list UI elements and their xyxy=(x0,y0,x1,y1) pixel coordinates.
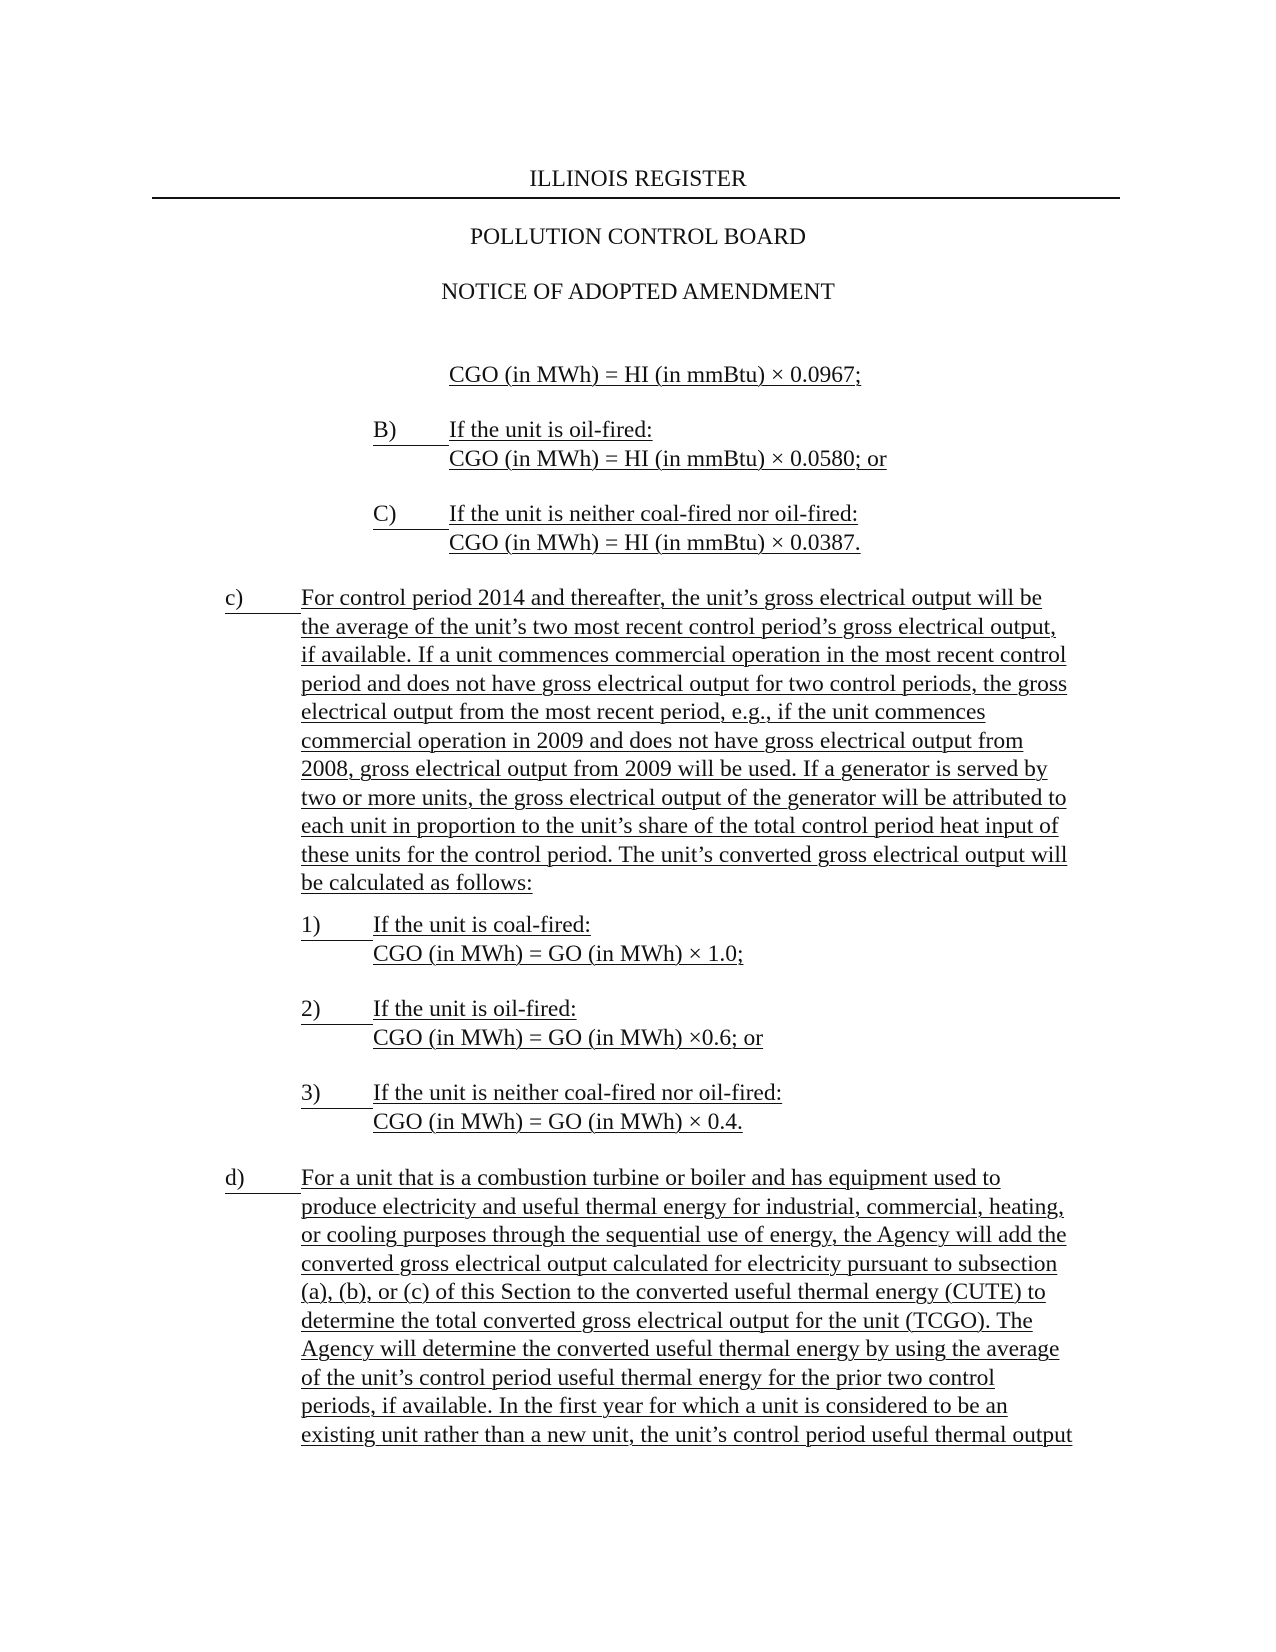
section-c-line: 2008, gross electrical output from 2009 will be used. If a generator is served by xyxy=(301,756,1048,782)
register-title: ILLINOIS REGISTER xyxy=(529,166,747,192)
section-d-line: converted gross electrical output calculated for electricity pursuant to subsection xyxy=(301,1250,1058,1277)
section-c-line: two or more units, the gross electrical output of the generator will be attributed to xyxy=(301,784,1067,811)
item-2-condition: If the unit is oil-fired: xyxy=(373,996,577,1022)
notice-title: NOTICE OF ADOPTED AMENDMENT xyxy=(441,279,835,305)
section-c-line: For control period 2014 and thereafter, the unit’s gross electrical output will be xyxy=(301,585,1043,611)
item-1-label: 1) xyxy=(301,911,373,941)
item-2-label: 2) xyxy=(301,995,373,1025)
section-d-line: For a unit that is a combustion turbine or boiler and has equipment used to xyxy=(301,1165,1001,1191)
section-c-line: electrical output from the most recent period, e.g., if the unit commences xyxy=(301,699,986,725)
section-d-line: determine the total converted gross electrical output for the unit (TCGO). The xyxy=(301,1307,1033,1334)
section-c-line: the average of the unit’s two most recent control period’s gross electrical output, xyxy=(301,613,1057,640)
section-c-line: period and does not have gross electrical output for two control periods, the gross xyxy=(301,670,1068,697)
item-3-condition: If the unit is neither coal-fired nor oil-fired: xyxy=(373,1080,783,1106)
item-c-condition: If the unit is neither coal-fired nor oil-fired: xyxy=(449,501,859,527)
item-1-condition: If the unit is coal-fired: xyxy=(373,912,591,938)
section-d-label: d) xyxy=(225,1164,301,1194)
item-c-label: C) xyxy=(373,500,449,530)
section-c-line: if available. If a unit commences commercial operation in the most recent control xyxy=(301,642,1067,668)
section-d-line: periods, if available. In the first year for which a unit is considered to be an xyxy=(301,1393,1008,1419)
item-2-formula: CGO (in MWh) = GO (in MWh) ×0.6; or xyxy=(373,1025,764,1051)
section-d-line: of the unit’s control period useful thermal energy for the prior two control xyxy=(301,1364,995,1391)
item-1-formula: CGO (in MWh) = GO (in MWh) × 1.0; xyxy=(373,941,744,967)
section-c-line: commercial operation in 2009 and does not have gross electrical output from xyxy=(301,727,1024,754)
section-d-line: or cooling purposes through the sequential use of energy, the Agency will add the xyxy=(301,1222,1067,1248)
formula-a: CGO (in MWh) = HI (in mmBtu) × 0.0967; xyxy=(449,362,862,388)
item-3-formula: CGO (in MWh) = GO (in MWh) × 0.4. xyxy=(373,1109,743,1135)
board-title: POLLUTION CONTROL BOARD xyxy=(470,224,806,250)
section-c-line: be calculated as follows: xyxy=(301,870,533,896)
item-c-formula: CGO (in MWh) = HI (in mmBtu) × 0.0387. xyxy=(449,530,861,556)
section-d-line: Agency will determine the converted useful thermal energy by using the average xyxy=(301,1336,1060,1362)
section-d-line: produce electricity and useful thermal energy for industrial, commercial, heating, xyxy=(301,1193,1065,1220)
section-d-line: existing unit rather than a new unit, the unit’s control period useful thermal output xyxy=(301,1421,1073,1448)
item-b-formula: CGO (in MWh) = HI (in mmBtu) × 0.0580; or xyxy=(449,446,887,472)
section-d-line: (a), (b), or (c) of this Section to the converted useful thermal energy (CUTE) to xyxy=(301,1279,1046,1305)
header-rule xyxy=(152,197,1120,199)
section-c-paragraph xyxy=(301,584,1131,898)
section-d-paragraph xyxy=(301,1164,1131,1449)
section-c-line: each unit in proportion to the unit’s share of the total control period heat input of xyxy=(301,813,1059,839)
item-b-condition: If the unit is oil-fired: xyxy=(449,417,653,443)
item-b-label: B) xyxy=(373,416,449,446)
item-3-label: 3) xyxy=(301,1079,373,1109)
section-c-label: c) xyxy=(225,584,301,614)
section-c-line: these units for the control period. The unit’s converted gross electrical output will xyxy=(301,841,1068,868)
